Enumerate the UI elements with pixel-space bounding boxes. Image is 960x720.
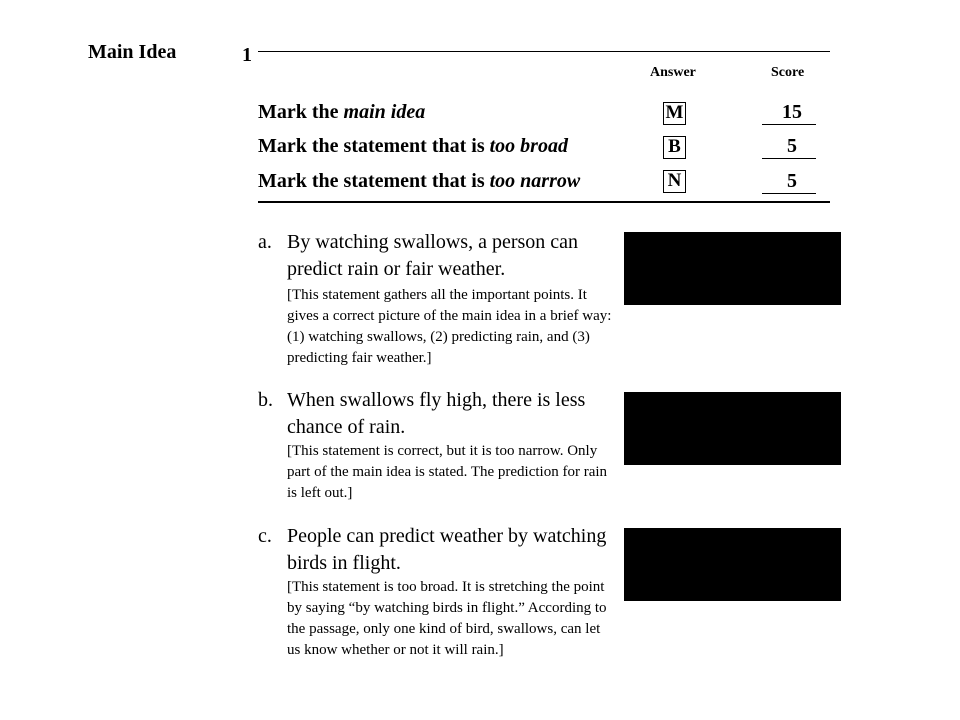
option-a-note: [This statement gathers all the important points. It gives a correct picture of the main idea in a brief way: (1) watching swallows, (2) predicting rain, and (3) predicting fair weather.] (287, 287, 612, 366)
instruction-emphasis: too narrow (489, 170, 581, 192)
redaction-block (624, 232, 841, 305)
score-column-header: Score (771, 65, 805, 80)
instruction-prefix: Mark the statement that is (258, 135, 490, 157)
option-c-letter: c. (258, 525, 272, 547)
option-b-text: When swallows fly high, there is less chance of rain. (287, 389, 586, 438)
section-title: Main Idea (88, 41, 177, 63)
answer-box-too-broad[interactable]: B (663, 136, 686, 159)
instruction-emphasis: too broad (489, 135, 568, 157)
option-c-text: People can predict weather by watching birds in flight. (287, 525, 607, 574)
score-main-idea: 15 (782, 101, 802, 123)
instruction-too-broad (258, 135, 568, 158)
instruction-main-idea (258, 101, 425, 124)
option-a-text: By watching swallows, a person can predict rain or fair weather. (287, 231, 579, 280)
score-too-broad: 5 (787, 135, 797, 157)
option-a-letter: a. (258, 231, 272, 253)
score-too-narrow: 5 (787, 170, 797, 192)
instruction-prefix: Mark the statement that is (258, 170, 490, 192)
answer-column-header: Answer (650, 65, 696, 80)
redaction-block (624, 528, 841, 601)
score-underline (762, 158, 816, 159)
bottom-rule (258, 201, 830, 203)
redaction-block (624, 392, 841, 465)
top-rule (258, 51, 830, 52)
section-number: 1 (242, 44, 252, 66)
score-underline (762, 124, 816, 125)
instruction-prefix: Mark the (258, 101, 344, 123)
answer-box-main-idea[interactable]: M (663, 102, 686, 125)
option-c-note: [This statement is too broad. It is stretching the point by saying “by watching birds in flight.” According to the passage, only one kind of bird, swallows, can let us know whether or not it will rain.] (287, 579, 607, 658)
option-b-note: [This statement is correct, but it is too narrow. Only part of the main idea is stated. The prediction for rain is left out.] (287, 443, 608, 501)
score-underline (762, 193, 816, 194)
answer-box-too-narrow[interactable]: N (663, 170, 686, 193)
instruction-too-narrow (258, 170, 580, 193)
option-b-letter: b. (258, 389, 273, 411)
instruction-emphasis: main idea (343, 101, 426, 123)
